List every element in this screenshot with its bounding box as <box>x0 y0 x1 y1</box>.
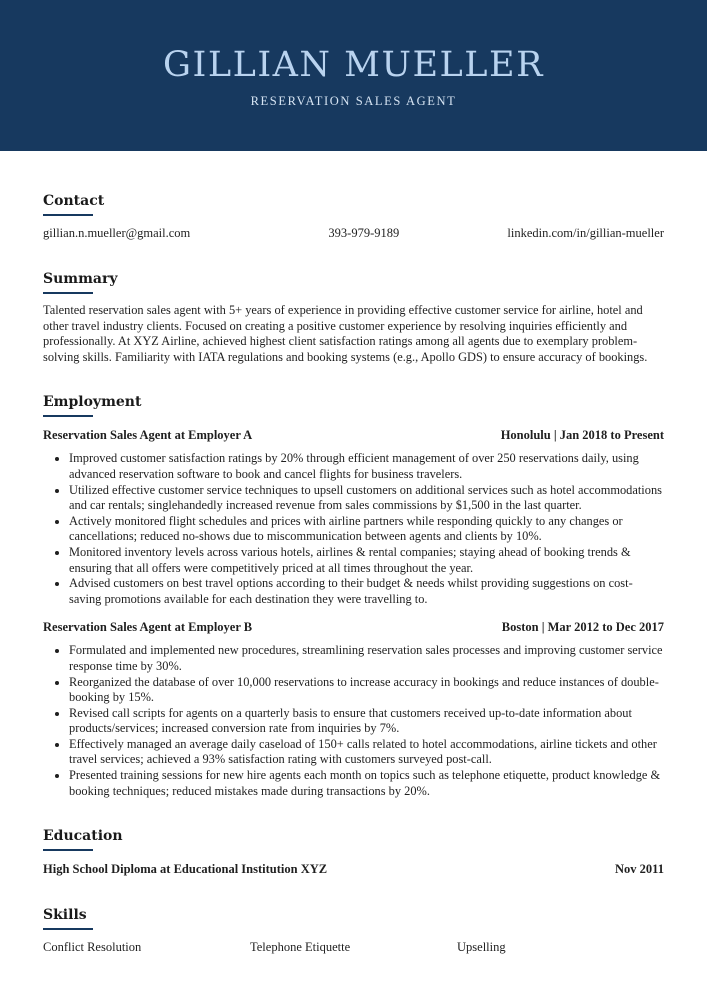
job-bullets <box>43 451 664 607</box>
section-underline <box>43 849 93 851</box>
candidate-name: GILLIAN MUELLER <box>163 45 544 85</box>
resume-header <box>0 0 707 151</box>
resume-body <box>43 192 664 955</box>
skill-item: Telephone Etiquette <box>250 940 351 955</box>
contact-section <box>43 192 664 241</box>
skill-item: Conflict Resolution <box>43 940 142 955</box>
skills-heading: Skills <box>43 907 87 924</box>
skill-item: Upselling <box>457 940 506 955</box>
job-title: Reservation Sales Agent at Employer A <box>43 428 253 443</box>
job-location-dates: Boston | Mar 2012 to Dec 2017 <box>501 620 664 635</box>
section-underline <box>43 928 93 930</box>
job-title: Reservation Sales Agent at Employer B <box>43 620 253 635</box>
job-bullet: • Advised customers on best travel options according to their budget & needs whilst providing suggestions on cost-saving promotions available for each destination they were travelling to. <box>69 576 664 607</box>
section-underline <box>43 415 93 417</box>
skills-section <box>43 906 664 955</box>
job-bullet: • Monitored inventory levels across various hotels, airlines & rental companies; staying ahead of booking trends & ensuring that all offers were competitively priced at all times throughout the year. <box>69 545 664 576</box>
section-underline <box>43 214 93 216</box>
job-bullet: • Reorganized the database of over 10,000 reservations to increase accuracy in bookings and reduce instances of double-booking by 15%. <box>69 675 664 706</box>
contact-heading: Contact <box>43 193 105 209</box>
summary-heading: Summary <box>43 271 118 287</box>
section-underline <box>43 292 93 294</box>
job-entry <box>43 427 664 607</box>
summary-section <box>43 270 664 365</box>
skills-row <box>43 939 664 955</box>
job-bullet: • Improved customer satisfaction ratings by 20% through efficient management of over 250 reservations daily, using advanced reservation software to book and cancel flights for business travelers. <box>69 451 664 482</box>
education-row <box>43 861 664 877</box>
contact-row <box>43 225 664 241</box>
job-entry <box>43 619 664 799</box>
education-heading: Education <box>43 828 123 845</box>
job-bullets <box>43 643 664 799</box>
job-bullet: • Presented training sessions for new hire agents each month on topics such as telephone etiquette, product knowledge & booking techniques; reduced mistakes made during transactions by 20%. <box>69 768 664 799</box>
employment-heading: Employment <box>43 394 142 411</box>
education-degree: High School Diploma at Educational Institution XYZ <box>43 862 328 877</box>
job-bullet: • Effectively managed an average daily caseload of 150+ calls related to hotel accommodations, airline tickets and other travel services; achieved a 93% satisfaction rating with customers surveyed post-call. <box>69 737 664 768</box>
education-date: Nov 2011 <box>615 862 664 877</box>
contact-phone[interactable]: 393-979-9189 <box>328 226 400 240</box>
candidate-title: RESERVATION SALES AGENT <box>250 94 457 108</box>
employment-section <box>43 393 664 799</box>
job-location-dates: Honolulu | Jan 2018 to Present <box>500 428 664 443</box>
job-bullet: • Formulated and implemented new procedures, streamlining reservation sales processes and improving customer service response time by 30%. <box>69 643 664 674</box>
job-bullet: • Revised call scripts for agents on a quarterly basis to ensure that customers received up-to-date information about products/services; increased conversion rate from inquiries by 7%. <box>69 706 664 737</box>
education-section <box>43 827 664 877</box>
contact-linkedin[interactable]: linkedin.com/in/gillian-mueller <box>507 226 664 240</box>
contact-email[interactable]: gillian.n.mueller@gmail.com <box>43 226 191 240</box>
job-bullet: • Utilized effective customer service techniques to upsell customers on additional services such as hotel accommodations and car rentals; singlehandedly increased revenue from sales commissions by $1,500 in the last quarter. <box>69 483 664 514</box>
job-bullet: • Actively monitored flight schedules and prices with airline partners while responding quickly to any changes or cancellations; reduced no-shows due to miscommunication between agents and clients by 10%. <box>69 514 664 545</box>
job-header <box>43 619 664 635</box>
job-header <box>43 427 664 443</box>
summary-text: Talented reservation sales agent with 5+ years of experience in providing effective customer service for airline, hotel and other travel industry clients. Focused on creating a positive customer experience by resolving inquiries efficiently and professionally. At XYZ Airline, achieved highest client satisfaction ratings among all agents due to exemplary problem-solving skills. Familiarity with IATA regulations and booking systems (e.g., Apollo GDS) to ensure accuracy of bookings. <box>43 303 648 364</box>
